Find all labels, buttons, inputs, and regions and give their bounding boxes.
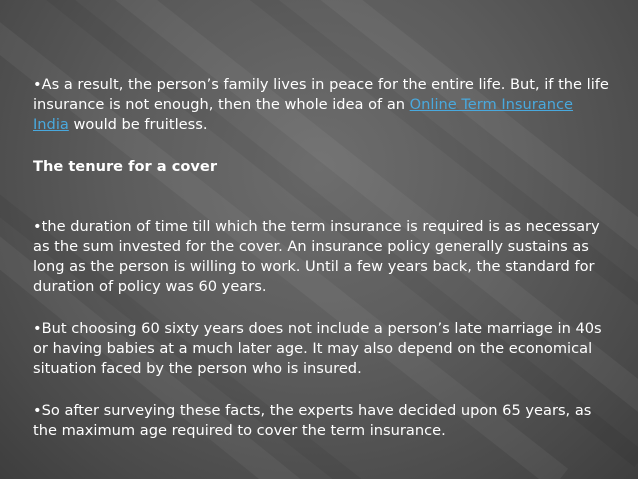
section-heading: The tenure for a cover — [33, 158, 218, 175]
paragraph-late-marriage: •But choosing 60 sixty years does not include a person’s late marriage in 40s or having babies at a much later age. It may also depend on the economical situation faced by the person who is insured. — [33, 320, 602, 377]
slide-body — [33, 75, 613, 441]
paragraph-duration: •the duration of time till which the term insurance is required is as necessary as the sum invested for the cover. An insurance policy generally sustains as long as the person is willing to work. Until a few years back, the standard for duration of policy was 60 years. — [33, 218, 600, 295]
online-term-insurance-link[interactable]: Online Term Insurance India — [33, 96, 573, 133]
paragraph-intro — [33, 75, 613, 135]
paragraph-intro-text: •As a result, the person’s family lives in peace for the entire life. But, if the life insurance is not enough, then the whole idea of an — [33, 76, 609, 113]
paragraph-intro-text-end: would be fruitless. — [68, 116, 208, 133]
paragraph-conclusion: •So after surveying these facts, the experts have decided upon 65 years, as the maximum age required to cover the term insurance. — [33, 402, 592, 439]
